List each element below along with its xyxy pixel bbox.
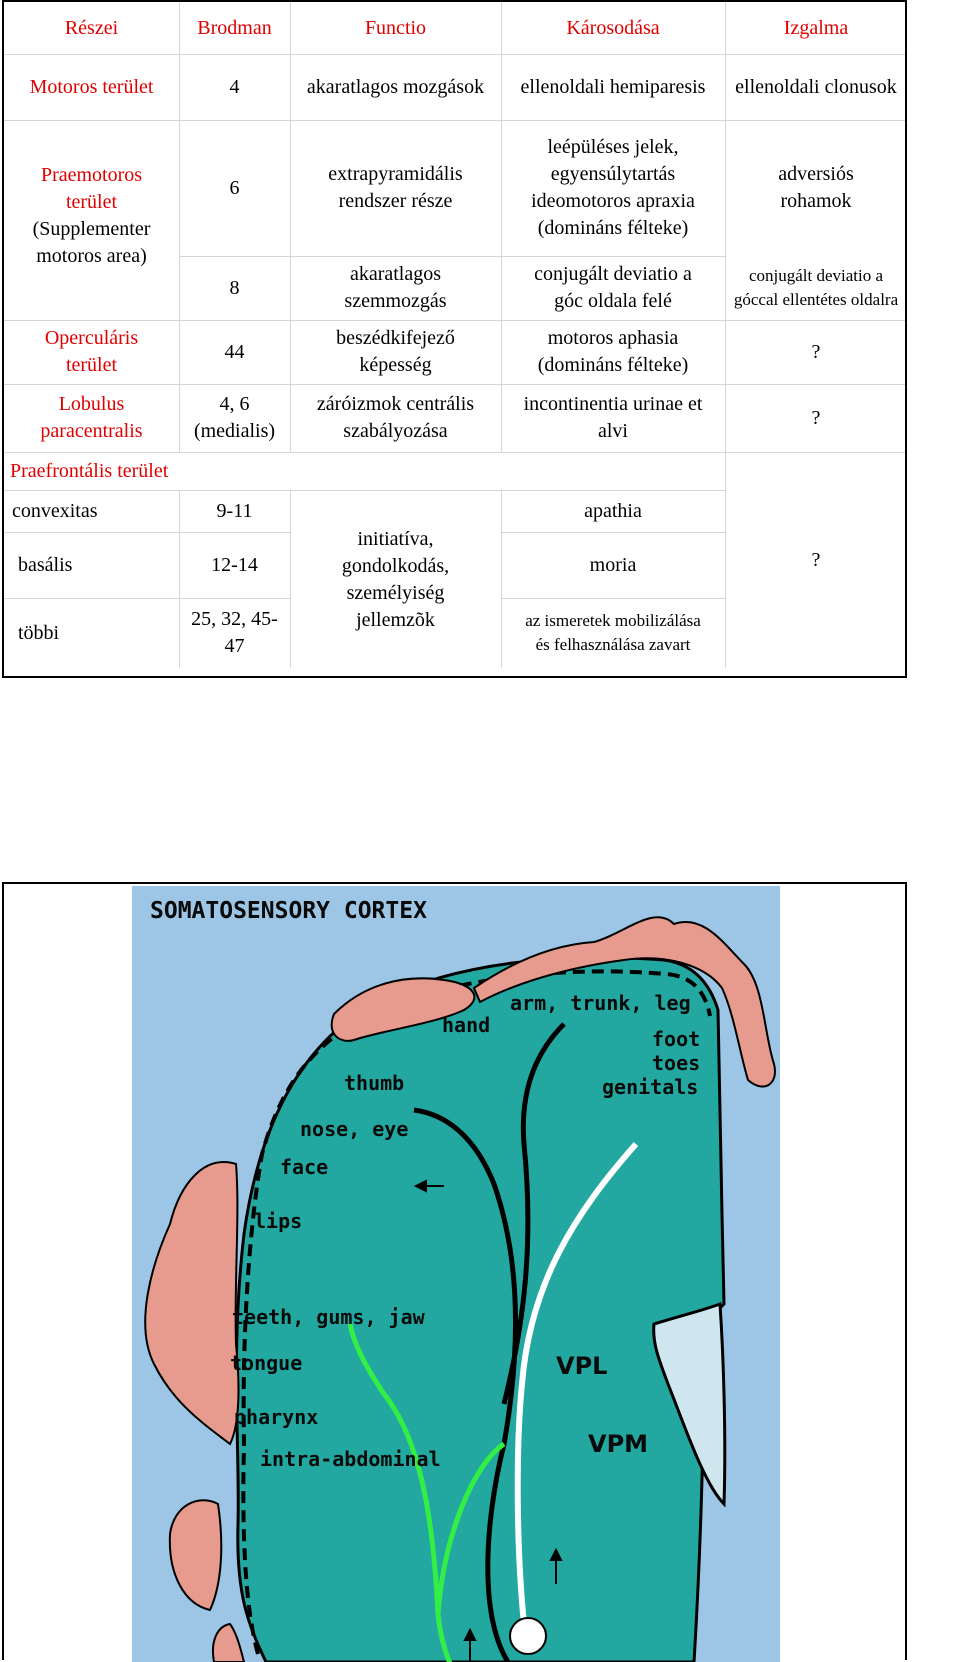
grid-line xyxy=(4,490,725,491)
label-face: face xyxy=(280,1155,329,1179)
label-thumb: thumb xyxy=(344,1071,405,1095)
praemotoros-8-karosodasa: conjugált deviatio a góc oldala felé xyxy=(534,263,692,312)
header-izgalma: Izgalma xyxy=(783,16,849,39)
tobbi-name: többi xyxy=(18,621,60,644)
opercularis-functio: beszédkifejező képesség xyxy=(336,327,455,376)
basalis-karosodasa: moria xyxy=(589,553,637,576)
label-hand: hand xyxy=(442,1013,491,1037)
label-foot: foot xyxy=(652,1027,701,1051)
lobulus-name: Lobulus paracentralis xyxy=(40,393,143,442)
label-toes: toes xyxy=(652,1051,701,1075)
motoros-name: Motoros terület xyxy=(29,75,154,98)
somatosensory-figure xyxy=(2,882,907,1660)
grid-line xyxy=(501,598,725,599)
label-pharynx: pharynx xyxy=(234,1405,319,1429)
label-teeth-gums-jaw: teeth, gums, jaw xyxy=(232,1305,425,1329)
motoros-karosodasa: ellenoldali hemiparesis xyxy=(520,75,706,98)
lobulus-karosodasa: incontinentia urinae et alvi xyxy=(523,393,703,442)
header-functio: Functio xyxy=(364,16,427,39)
grid-line xyxy=(4,452,905,453)
figure-title: SOMATOSENSORY CORTEX xyxy=(150,898,427,924)
praemotoros-brodman-6: 6 xyxy=(229,176,240,199)
label-lips: lips xyxy=(254,1209,303,1233)
grid-line xyxy=(4,598,290,599)
label-vpl: VPL xyxy=(556,1352,608,1380)
motoros-brodman: 4 xyxy=(229,75,240,98)
convexitas-brodman: 9-11 xyxy=(216,499,253,522)
basalis-name: basális xyxy=(18,553,73,576)
motoros-functio: akaratlagos mozgások xyxy=(306,75,485,98)
praemotoros-brodman-8: 8 xyxy=(229,276,240,299)
grid-line xyxy=(501,2,502,452)
grid-line xyxy=(501,490,502,668)
praemotoros-6-izgalma: adversiós rohamok xyxy=(778,163,854,212)
tobbi-brodman: 25, 32, 45-47 xyxy=(191,608,278,657)
praemotoros-subname: (Supplementer motoros area) xyxy=(32,218,151,267)
opercularis-name: Operculáris terület xyxy=(44,327,139,376)
label-nose-eye: nose, eye xyxy=(300,1117,409,1141)
grid-line xyxy=(179,256,725,257)
praemotoros-name-cell xyxy=(4,120,179,320)
praefrontalis-izgalma: ? xyxy=(811,548,821,571)
grid-line xyxy=(4,320,905,321)
label-vpm: VPM xyxy=(588,1430,649,1458)
opercularis-brodman: 44 xyxy=(224,340,245,363)
grid-line xyxy=(4,54,905,55)
grid-line xyxy=(179,490,180,668)
grid-line xyxy=(501,532,725,533)
header-reszei: Részei xyxy=(64,16,119,39)
neuro-table xyxy=(2,0,907,678)
grid-line xyxy=(179,2,180,452)
figure-labels xyxy=(4,884,909,1662)
lobulus-functio: záróizmok centrális szabályozása xyxy=(316,393,475,442)
praemotoros-8-functio: akaratlagos szemmozgás xyxy=(344,263,447,312)
header-karosodasa: Károsodása xyxy=(566,16,660,39)
lobulus-izgalma: ? xyxy=(811,406,821,429)
grid-line xyxy=(290,490,291,668)
praefrontalis-name: Praefrontális terület xyxy=(10,459,169,482)
grid-line xyxy=(725,2,726,668)
opercularis-karosodasa: motoros aphasia (domináns félteke) xyxy=(537,327,689,376)
praemotoros-6-functio: extrapyramidális rendszer része xyxy=(328,163,463,212)
convexitas-karosodasa: apathia xyxy=(584,499,642,522)
praemotoros-6-karosodasa: leépüléses jelek, egyensúlytartás ideomotoros apraxia (domináns félteke) xyxy=(531,136,695,239)
tobbi-karosodasa: az ismeretek mobilizálása és felhasználása zavart xyxy=(525,611,701,654)
label-genitals: genitals xyxy=(602,1075,699,1099)
label-intra-abdominal: intra-abdominal xyxy=(260,1447,441,1471)
grid-line xyxy=(290,2,291,452)
label-tongue: tongue xyxy=(230,1351,303,1375)
convexitas-name: convexitas xyxy=(12,499,98,522)
motoros-izgalma: ellenoldali clonusok xyxy=(735,75,897,98)
grid-line xyxy=(4,384,905,385)
grid-line xyxy=(4,532,290,533)
praemotoros-name: Praemotoros terület xyxy=(40,164,143,213)
header-brodman: Brodman xyxy=(197,16,272,39)
label-arm-trunk-leg: arm, trunk, leg xyxy=(510,991,691,1015)
grid-line xyxy=(4,120,905,121)
praemotoros-8-izgalma: conjugált deviatio a góccal ellentétes oldalra xyxy=(733,266,899,309)
praefrontalis-functio: initiatíva, gondolkodás, személyiség jellemzõk xyxy=(341,528,450,631)
opercularis-izgalma: ? xyxy=(811,340,821,363)
basalis-brodman: 12-14 xyxy=(211,553,258,576)
lobulus-brodman: 4, 6 (medialis) xyxy=(193,393,276,442)
